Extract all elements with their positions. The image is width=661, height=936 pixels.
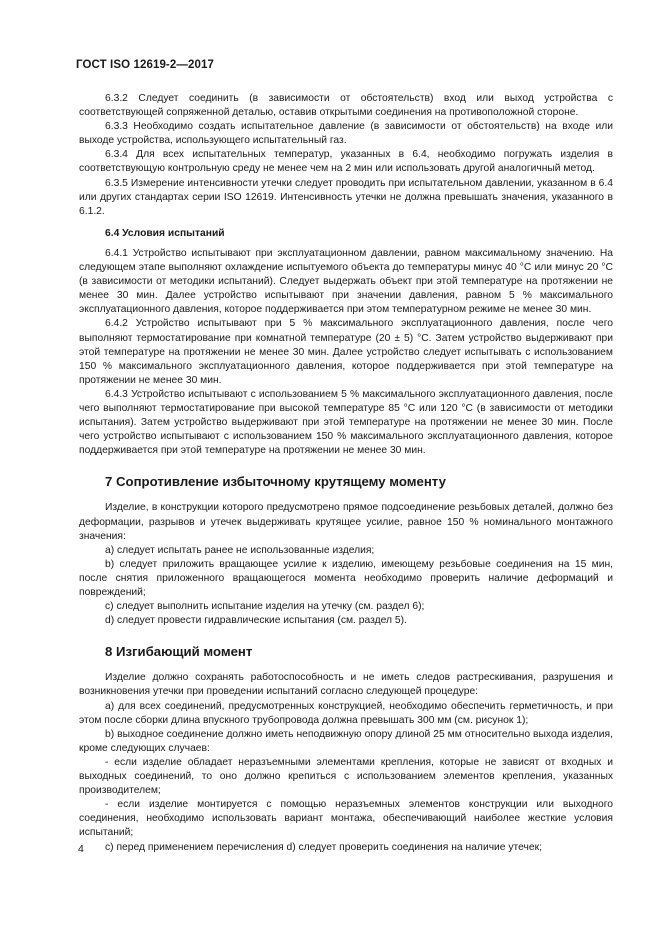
paragraph: c) следует выполнить испытание изделия на утечку (см. раздел 6); bbox=[105, 601, 425, 613]
paragraph: 6.4.1 Устройство испытывают при эксплуатационном давлении, равном максимальному значению. На следующем этапе выполняют охлаждение испытуемого объекта до температуры минус 40 °С или минус 20 °С (в зависимости от методики испытаний). Следует выдержать объект при этой температуре на протяжении не менее 30 мин. Далее устройство испытывают при значении давления, равном 5 % максимального эксплуатационного давления, которое поддерживается при этом температурном режиме не менее 30 мин. bbox=[79, 247, 613, 316]
paragraph: 6.3.5 Измерение интенсивности утечки следует проводить при испытательном давлении, указанном в 6.4 или других стандартах серии ISO 12619. Интенсивность утечки не должна превышать значения, указанного в 6.1.2. bbox=[79, 177, 613, 217]
paragraph: b) следует приложить вращающее усилие к изделию, имеющему резьбовые соединения на 15 мин, после снятия приложенного вращающегося момента необходимо проверить наличие деформаций и повреждений; bbox=[79, 558, 613, 598]
paragraph: 6.4.2 Устройство испытывают при 5 % максимального эксплуатационного давления, после чего выполняют термостатирование при комнатной температуре (20 ± 5) °С. Затем устройство выдерживают при этой температуре на протяжении не менее 30 мин. Далее устройство следует испытывать с использованием 150 % максимального эксплуатационного давления, которое поддерживается при этой температуре на протяжении не менее 30 мин. bbox=[79, 318, 613, 386]
paragraph: b) выходное соединение должно иметь неподвижную опору длиной 25 мм относительно выхода изделия, кроме следующих случаев: bbox=[79, 728, 613, 754]
paragraph: - если изделие монтируется с помощью неразъемных элементов конструкции или выходного соединения, необходимо использовать вариант монтажа, обеспечивающий наиболее жесткие условия испытаний; bbox=[79, 799, 613, 839]
section-heading: 7 Сопротивление избыточному крутящему моменту bbox=[105, 474, 446, 490]
paragraph: d) следует провести гидравлические испытания (см. раздел 5). bbox=[105, 615, 407, 627]
subsection-heading: 6.4 Условия испытаний bbox=[105, 227, 225, 239]
section-heading: 8 Изгибающий момент bbox=[105, 644, 253, 660]
paragraph: Изделие, в конструкции которого предусмотрено прямое подсоединение резьбовых деталей, должно без деформации, разрывов и утечек выдерживать крутящее усилие, равное 150 % номинального монтажного значения: bbox=[79, 502, 613, 542]
paragraph: c) перед применением перечисления d) следует проверить соединения на наличие утечек; bbox=[105, 841, 542, 853]
paragraph: Изделие должно сохранять работоспособность и не иметь следов растрескивания, разрушения и возникновения утечки при проведении испытаний согласно следующей процедуре: bbox=[79, 672, 613, 698]
paragraph: - если изделие обладает неразъемными элементами крепления, которые не зависят от входных и выходных соединений, то оно должно крепиться с использованием элементов крепления, указанных производителем; bbox=[79, 756, 613, 797]
paragraph: a) следует испытать ранее не использованные изделия; bbox=[105, 544, 375, 556]
page-number: 4 bbox=[78, 843, 84, 855]
paragraph: 6.3.4 Для всех испытательных температур, указанных в 6.4, необходимо погружать изделия в соответствующую контрольную среду не менее чем на 2 мин или использовать другой аналогичный метод. bbox=[79, 149, 613, 175]
document-header: ГОСТ ISO 12619-2—2017 bbox=[76, 59, 214, 71]
paragraph: 6.3.3 Необходимо создать испытательное давление (в зависимости от обстоятельств) на входе или выходе устройства, использующего испытательный газ. bbox=[79, 121, 613, 147]
document-body bbox=[79, 92, 613, 855]
paragraph: 6.4.3 Устройство испытывают с использованием 5 % максимального эксплуатационного давления, после чего выполняют термостатирование при высокой температуре 85 °С или 120 °С (в зависимости от методики испытания). Затем устройство выдерживают при этой температуре на протяжении не менее 30 мин. После чего устройство испытывают с использованием 150 % максимального эксплуатационного давления, которое поддерживается при этой температуре на протяжении не менее 30 мин. bbox=[79, 388, 613, 457]
paragraph: 6.3.2 Следует соединить (в зависимости от обстоятельств) вход или выход устройства с соответствующей сопряженной деталью, оставив открытыми соединения на противоположной стороне. bbox=[79, 93, 613, 119]
paragraph: a) для всех соединений, предусмотренных конструкцией, необходимо обеспечить герметичность, и при этом после сборки длина впускного трубопровода должна превышать 300 мм (см. рисунок 1); bbox=[79, 700, 613, 726]
